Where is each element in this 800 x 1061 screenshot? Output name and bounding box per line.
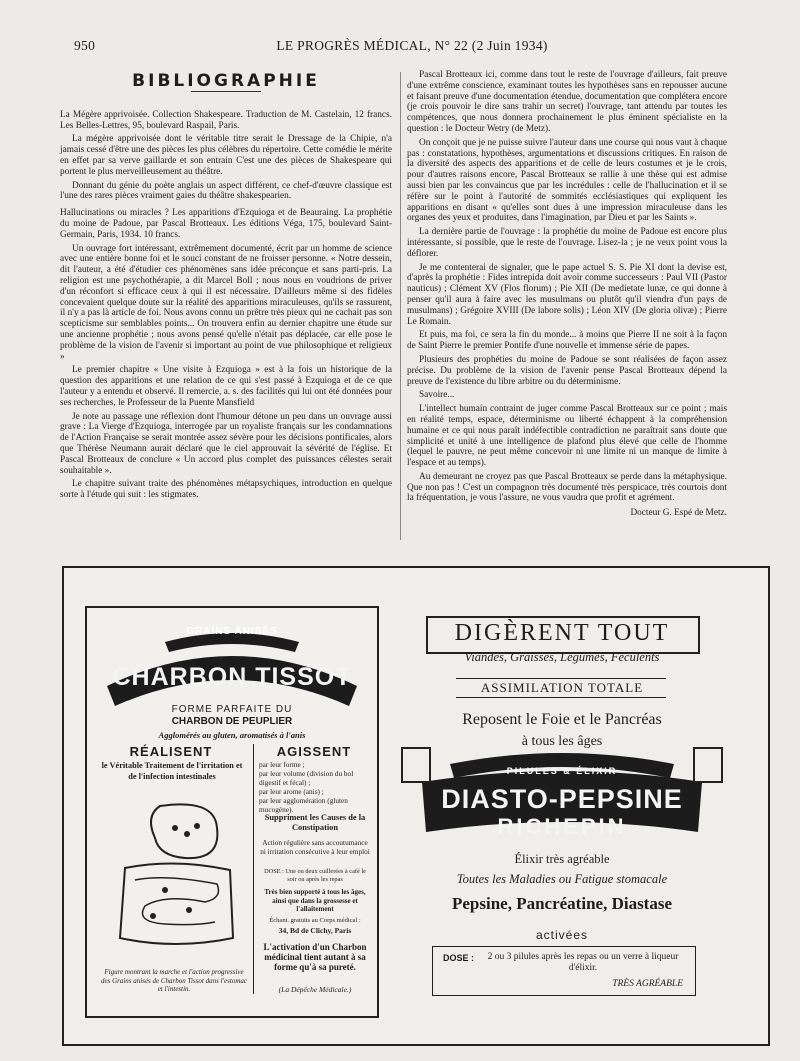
reposent-line: Reposent le Foie et le Pancréas <box>462 711 662 728</box>
paragraph: La dernière partie de l'ouvrage : la prophétie du moine de Padoue est encore plus intéressante, si possible, que le reste de l'ouvrage. Lisez-la ; je ne veux point vous la déflorer. <box>407 227 727 259</box>
figure-caption: Figure montrant la marche et l'action progressive des Grains anisés de Charbon Tissot dans l'estomac et l'intestin. <box>101 968 247 993</box>
activation-text: L'activation d'un Charbon médicinal tient autant à sa forme qu'à sa pureté. <box>263 942 367 972</box>
paragraph: On conçoit que je ne puisse suivre l'auteur dans une course qui nous vaut à chaque pas : constatations, hypothèses, argumentations et discussions critiques. En raison de la diversité des aspects des apparitions et de celle de leurs costumes et je le crois, pour d'autres raisons encore, Pascal Brotteaux se rallie à une thèse qui est admise aussi bien par les convaincus que par les incrédules : celle de l'hallucination et il se réfère sur le point à l'autorité de sommités ecclésiastiques qui expliquent les apparitions en disant « qu'elles sont dues à une impression miraculeuse dans les organes des yeux et produites, dans l'imagination, par Dieu et par les Saints ». <box>407 137 727 224</box>
paragraph: Je note au passage une réflexion dont l'humour détone un peu dans un ouvrage aussi grave : La Vierge d'Ezquioga, interrogée par un royaliste français sur les condamnations de l'Action Française se serait montrée assez sévère pour les décisions pontificales, alors que Thérèse Neumann aurait déclaré que le ciel approuvait la sévérité de l'église. Et Pascal Brotteaux de conclure « Un accord plus complet des puissances célestes serait souhaitable ». <box>60 411 392 476</box>
dose-text: 2 ou 3 pilules après les repas ou un verre à liqueur d'élixir. <box>487 952 679 973</box>
paragraph: Un ouvrage fort intéressant, extrêmement documenté, écrit par un homme de science avec une entière bonne foi et le souci constant de ne froisser personne. « Notre dessein, dit l'auteur, a été d'étudier ces phénomènes sans idée préconçue et sans parti-pris. La religion est une psychothérapie, a dit Marcel Boll ; nous nous en voudrions de priver d'un réconfort si efficace ceux à qui il est nécessaire. D'ailleurs même si des fidèles concevaient quelque doute sur la réalité des apparitions miraculeuses, qu'ils se rassurent, il n'y a pas là article de foi. Nous avons connu un prêtre très pieux qui ne cachait pas son scepticisme sur semblables points... On trouvera enfin au dernier chapitre une étude sur une ancienne prophétie ; nous avons pensé qu'elle n'était pas déplacée, car elle pose le problème de la vision de l'avenir si important au point de vue philosophique et religieux » <box>60 243 392 362</box>
section-title: BIBLIOGRAPHIE <box>132 71 320 91</box>
assimilation-text: ASSIMILATION TOTALE <box>480 680 644 695</box>
ages-line: à tous les âges <box>521 734 603 749</box>
brand-name: CHARBON TISSOT <box>112 663 352 691</box>
paragraph: Plusieurs des prophéties du moine de Padoue se sont réalisées de façon assez précise. Du problème de la vision de l'avenir pense Pascal Brotteaux dépend la preuve de l'existence du libre arbitre ou du déterminisme. <box>407 354 727 387</box>
arc-text: PILULES & ÉLIXIR <box>506 766 618 776</box>
elixir-line: Élixir très agréable <box>514 852 610 866</box>
paragraph: La mégère apprivoisée dont le véritable titre serait le Dressage de la Chipie, n'a jamais cessé d'être une des pièces les plus célèbres du répertoire. Cette comédie le mérite en effet par sa verve gaillarde et son entrain C'est une des pièces de Shakespeare qui portent le plus merveilleusement au théâtre. <box>60 134 392 177</box>
column-divider <box>400 72 401 540</box>
list-item: par leur forme ; <box>259 760 305 769</box>
realisent-heading: RÉALISENT <box>129 744 213 759</box>
ad-charbon-tissot <box>85 606 379 1018</box>
paragraph: Pascal Brotteaux ici, comme dans tout le reste de l'ouvrage d'ailleurs, fait preuve d'une extrême conscience, examinant toutes les hypothèses sans en repousser aucune et faisant preuve d'une documentation étendue, documentation que complétera encore (je crois pouvoir le dire sans trahir un secret) l'ouvrage, tant attendu par toutes les compétences, que nous donnera prochainement le plus éminent spécialiste en la question : le Docteur Wetry (de Metz). <box>407 70 727 134</box>
page-number: 950 <box>74 38 96 53</box>
supprime-text: Suppriment les Causes de la Constipation <box>264 813 366 832</box>
digerent-heading: DIGÈRENT TOUT <box>454 620 670 646</box>
echantillons-text: Échant. gratuits au Corps médical : <box>269 917 361 924</box>
dose-label: DOSE : <box>443 953 475 963</box>
dose-text: DOSE : Une ou deux cuillerées à café le soir ou après les repas <box>264 868 366 883</box>
paragraph: La Mégère apprivoisée. Collection Shakespeare. Traduction de M. Castelain, 12 francs. Les Belles-Lettres, 95, boulevard Raspail, Paris. <box>60 109 392 131</box>
digestive-tract-icon <box>105 798 245 958</box>
paragraph: Au demeurant ne croyez pas que Pascal Brotteaux se perde dans la métaphysique. Que non pas ! C'est un compagnon très documenté très perspicace, très courtois dont la fréquentation, je vous l'assure, ne vous vaudra que profit et agrément. <box>407 471 727 504</box>
foods-line: Viandes, Graisses, Légumes, Féculents <box>464 650 660 664</box>
list-item: par leur arome (anis) ; <box>259 787 324 796</box>
agissent-heading: AGISSENT <box>276 744 352 759</box>
ad-divider <box>253 744 254 994</box>
maladies-line: Toutes les Maladies ou Fatigue stomacale <box>456 872 668 886</box>
left-column <box>60 70 392 504</box>
dose-note: TRÈS AGRÉABLE <box>612 979 683 989</box>
subtitle-1: FORME PARFAITE DU <box>171 704 293 715</box>
source-text: (La Dépêche Médicale.) <box>278 985 352 994</box>
address-text: 34, Bd de Clichy, Paris <box>278 926 352 935</box>
paragraph: Donnant du génie du poète anglais un aspect différent, ce chef-d'œuvre classique est l'une des rares pièces vraiment gaies du théâtre shakespearien. <box>60 180 392 202</box>
paragraph: Le premier chapitre « Une visite à Ezquioga » est à la fois un historique de la question des apparitions et une relation de ce qui s'est passé à Ezquioga et de ce que l'auteur y a entendu et observé. Il remercie, a. s. des facilités qui lui ont été données pour ses recherches, le Professeur de la Puente Mansfield <box>60 365 392 408</box>
agglomeres-text: Agglomérés au gluten, aromatisés à l'anis <box>158 730 306 740</box>
list-item: par leur agglomération (gluten mucogène). <box>259 796 348 814</box>
realisent-text: le Véritable Traitement de l'irritation et de l'infection intestinales <box>101 761 243 781</box>
pepsine-line: Pepsine, Pancréatine, Diastase <box>451 894 673 913</box>
paragraph: L'intellect humain contraint de juger comme Pascal Brotteaux sur ce point ; mais en réalité temps, espace, déterminisme ou liberté échappent à la compréhension humaine et ce qui nous paraît indéfectible contradiction ne paraîtrait sans doute que simplicité et unité à une intelligence de plafond plus élevé que celle de l'homme (lequel le pauvre, ne peut même concevoir ni une limite ni un manque de limite à l'espace et au temps). <box>407 404 727 469</box>
paragraph: Je me contenterai de signaler, que le pape actuel S. S. Pie XI dont la devise est, d'après la prophétie : Fides intrepida doit avoir comme successeurs : Paul VII (Pastor nauticus) ; Clément XV (Flos florum) ; Pie XII (De medietate lunæ, ce qui donne à penser qu'il aura à faire avec les musulmans ou plutôt qu'il viendra d'un pays de musulmans) ; Grégoire XVIII (De labore solis) ; Léon XIV (De gloria olivæ) ; Pierre Le Romain. <box>407 262 727 327</box>
brand-name-2: RICHEPIN <box>497 814 627 839</box>
paragraph: Savoire... <box>419 390 455 401</box>
dose-box <box>432 946 696 996</box>
supporte-text: Très bien supporté à tous les âges, ainsi que dans la grossesse et l'allaitement <box>264 888 366 914</box>
right-column <box>407 70 727 519</box>
agissent-list <box>259 760 371 814</box>
subtitle-2: CHARBON DE PEUPLIER <box>171 716 293 727</box>
arc-top-text: GRAINS ANISÉS <box>186 626 278 637</box>
paragraph: Le chapitre suivant traite des phénomènes métapsychiques, introduction en quelque sorte à l'étude qui suit : les stigmates. <box>60 479 392 501</box>
paragraph: Hallucinations ou miracles ? Les apparitions d'Ezquioga et de Beauraing. La prophétie du moine de Padoue, par Pascal Brotteaux. Les éditions Véga, 175, boulevard Saint-Germain, Paris, 1934. 10 francs. <box>60 208 392 240</box>
action-text: Action régulière sans accoutumance ni irritation consécutive à leur emploi <box>260 838 370 856</box>
ad-diasto-pepsine <box>412 606 712 1014</box>
list-item: par leur volume (division du bol digestif et fécal) ; <box>259 769 354 787</box>
signature: Docteur G. Espé de Metz. <box>630 508 727 519</box>
running-title: LE PROGRÈS MÉDICAL, N° 22 (2 Juin 1934) <box>276 38 548 53</box>
activees-line: activées <box>535 928 589 942</box>
brand-name: DIASTO-PEPSINE <box>441 784 683 814</box>
running-header <box>62 38 762 58</box>
paragraph: Et puis, ma foi, ce sera la fin du monde... à moins que Pierre II ne soit à la façon de Saint Pierre le premier Pontife d'une nouvelle et immense série de papes. <box>407 330 727 352</box>
